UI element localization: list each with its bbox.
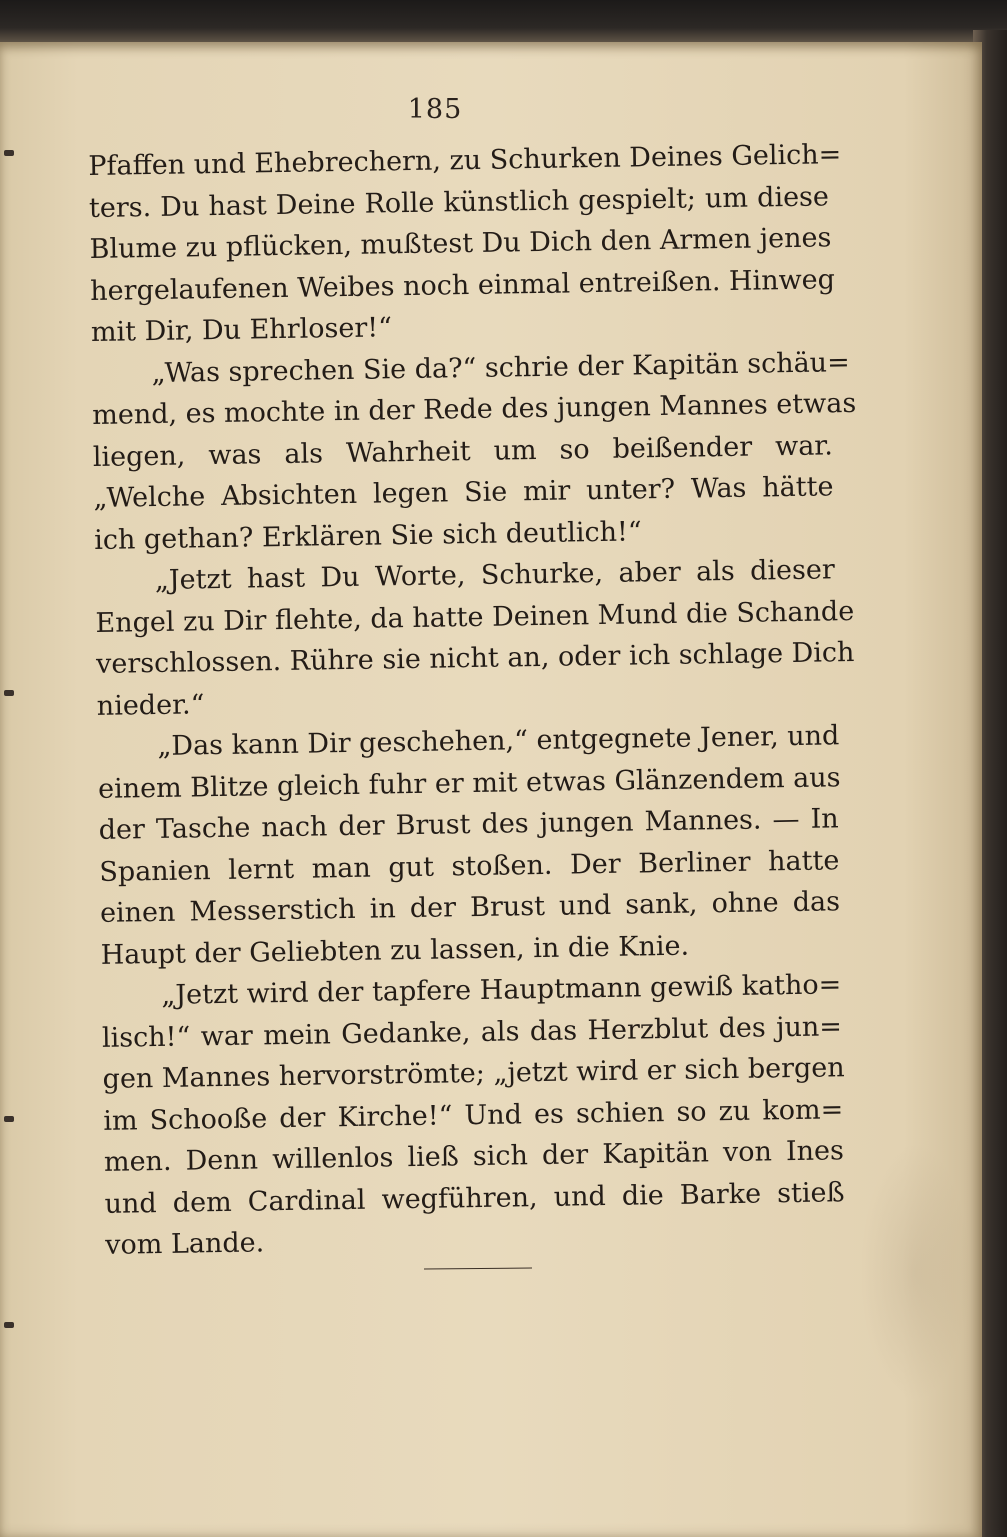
text-line: der Tasche nach der Brust des jungen Mannes. — In [98,803,839,846]
show-through-bleed [860,1142,970,1402]
text-line: nieder.“ [96,688,205,722]
binding-thread-mark [4,1116,14,1122]
text-line: lisch!“ war mein Gedanke, als das Herzblut des jun= [101,1010,843,1054]
binding-thread-mark [4,690,14,696]
binding-thread-mark [4,1322,14,1328]
page-number: 185 [407,94,463,125]
text-line: einem Blitze gleich fuhr er mit etwas Glänzendem aus [97,761,841,805]
text-line: „Das kann Dir geschehen,“ entgegnete Jener, und [157,720,840,762]
text-line: ich gethan? Erklären Sie sich deutlich!“ [93,515,642,556]
text-line: Spanien lernt man gut stoßen. Der Berliner hatte [99,844,840,888]
text-line: einen Messerstich in der Brust und sank, ohne das [99,886,841,929]
text-line: Blume zu pflücken, mußtest Du Dich den Armen jenes [89,222,832,265]
text-line: „Jetzt hast Du Worte, Schurke, aber als dieser [154,554,835,597]
page-sheet [0,42,982,1537]
text-line: und dem Cardinal wegführen, und die Barke stieß [104,1176,845,1220]
text-line: im Schooße der Kirche!“ Und es schien so zu kom= [103,1093,844,1137]
text-line: Engel zu Dir flehte, da hatte Deinen Mund die Schande [95,595,855,639]
text-line: „Was sprechen Sie da?“ schrie der Kapitän schäu= [151,346,850,389]
text-line: mit Dir, Du Ehrloser!“ [90,312,393,348]
text-line: hergelaufenen Weibes noch einmal entreißen. Hinweg [90,263,836,307]
binding-thread-mark [4,150,14,156]
body-text [88,134,857,1266]
text-line: mend, es mochte in der Rede des jungen Mannes etwas [91,387,857,431]
text-line: liegen, was als Wahrheit um so beißender war. [92,429,834,473]
end-of-chapter-rule [424,1268,532,1270]
text-line: gen Mannes hervorströmte; „jetzt wird er sich bergen [102,1052,845,1095]
text-line: ters. Du hast Deine Rolle künstlich gespielt; um diese [88,180,830,224]
text-line: vom Lande. [105,1227,265,1261]
text-line: verschlossen. Rühre sie nicht an, oder ich schlage Dich [95,637,855,680]
text-line: „Welche Absichten legen Sie mir unter? Was hätte [93,471,834,514]
text-line: Pfaffen und Ehebrechern, zu Schurken Deines Gelich= [88,139,842,182]
book-top-edge [0,0,1007,46]
text-line: Haupt der Geliebten zu lassen, in die Knie. [100,930,690,971]
text-line: „Jetzt wird der tapfere Hauptmann gewiß katho= [161,969,842,1011]
text-line: men. Denn willenlos ließ sich der Kapitän von Ines [103,1135,845,1178]
